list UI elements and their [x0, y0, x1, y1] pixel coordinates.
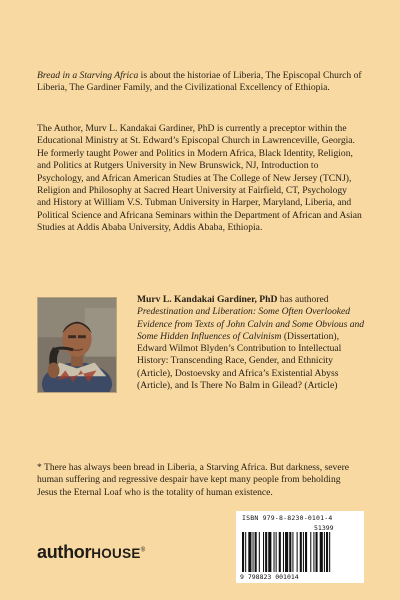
barcode-bar: [303, 532, 304, 572]
barcode-digits: 9 798823 001014: [240, 573, 299, 581]
barcode-bar: [248, 532, 251, 572]
isbn-barcode: [236, 511, 364, 583]
barcode-bar: [276, 532, 277, 572]
logo-house-text: HOUSE: [91, 546, 141, 561]
author-bio-text: [137, 294, 365, 392]
barcode-bar: [265, 532, 267, 572]
barcode-bar: [274, 532, 275, 572]
barcode-bar: [305, 532, 307, 572]
barcode-bar: [268, 532, 271, 572]
dissertation-title: Predestination and Liberation: Some Often Overlooked Evidence from Texts of John Calvin and Some Obvious and Some Hidden Influences of Calvinism: [137, 306, 365, 342]
author-paragraph: The Author, Murv L. Kandakai Gardiner, PhD is currently a preceptor within the Educational Ministry at St. Edward’s Episcopal Church in Lawrenceville, Georgia. He formerly taught Power and Politics in Modern Africa, Black Identity, Religion, and Politics at Rutgers University in New Brunswick, NJ, Introduction to Psychology, and African American Studies at The College of New Jersey (TCNJ), Religion and Philosophy at Sacred Heart University at Fairfield, CT, Psychology and History at William V.S. Tubman University in Harper, Maryland, Liberia, and Political Science and Africana Seminars within the Department of African and Asian Studies at Addis Ababa University, Addis Ababa, Ethiopia.: [37, 123, 362, 234]
barcode-bar: [292, 532, 293, 572]
author-name: Murv L. Kandakai Gardiner, PhD: [137, 294, 278, 305]
bio-text-2: (Dissertation), Edward Wilmot Blyden’s Contribution to Intellectual History: Transcending Race, Gender, and Ethnicity (Article), Dostoevsky and Africa’s Existential Abyss (Article), and Is There No Balm in Gilead? (Article): [137, 330, 342, 392]
barcode-bar: [289, 532, 291, 572]
author-portrait-image: [38, 298, 116, 392]
publisher-logo: [37, 542, 145, 563]
barcode-bars: [242, 532, 358, 572]
barcode-bar: [310, 532, 311, 572]
barcode-bar: [300, 532, 302, 572]
intro-text: is about the historiae of Liberia, The Episcopal Church of Liberia, The Gardiner Family, and the Civilizational Excellency of Ethiopia.: [37, 70, 362, 94]
barcode-bar: [283, 532, 284, 572]
intro-paragraph: [37, 70, 363, 95]
barcode-bar: [313, 532, 314, 572]
isbn-number: ISBN 979-8-8230-0101-4: [242, 514, 333, 522]
price-supplement-number: 51399: [314, 524, 334, 532]
registered-mark: ®: [140, 547, 146, 554]
barcode-bar: [329, 532, 330, 572]
barcode-bar: [259, 532, 260, 572]
barcode-bar: [245, 532, 246, 572]
barcode-bar: [253, 532, 254, 572]
barcode-bar: [263, 532, 264, 572]
barcode-bar: [324, 532, 325, 572]
barcode-bar: [316, 532, 318, 572]
barcode-bar: [242, 532, 244, 572]
barcode-bar: [255, 532, 257, 572]
logo-author-text: author: [37, 542, 92, 562]
footnote-paragraph: * There has always been bread in Liberia, a Starving Africa. But darkness, severe human suffering and regressive despair have kept many people from beholding Jesus the Eternal Loaf who is the totality of human existence.: [37, 462, 350, 498]
book-title: Bread in a Starving Africa: [37, 70, 139, 81]
author-photo: [37, 297, 117, 393]
barcode-bar: [297, 532, 298, 572]
barcode-bar: [285, 532, 288, 572]
barcode-bar: [320, 532, 323, 572]
barcode-bar: [279, 532, 281, 572]
bio-text-1: has authored: [277, 294, 329, 305]
barcode-bar: [326, 532, 328, 572]
